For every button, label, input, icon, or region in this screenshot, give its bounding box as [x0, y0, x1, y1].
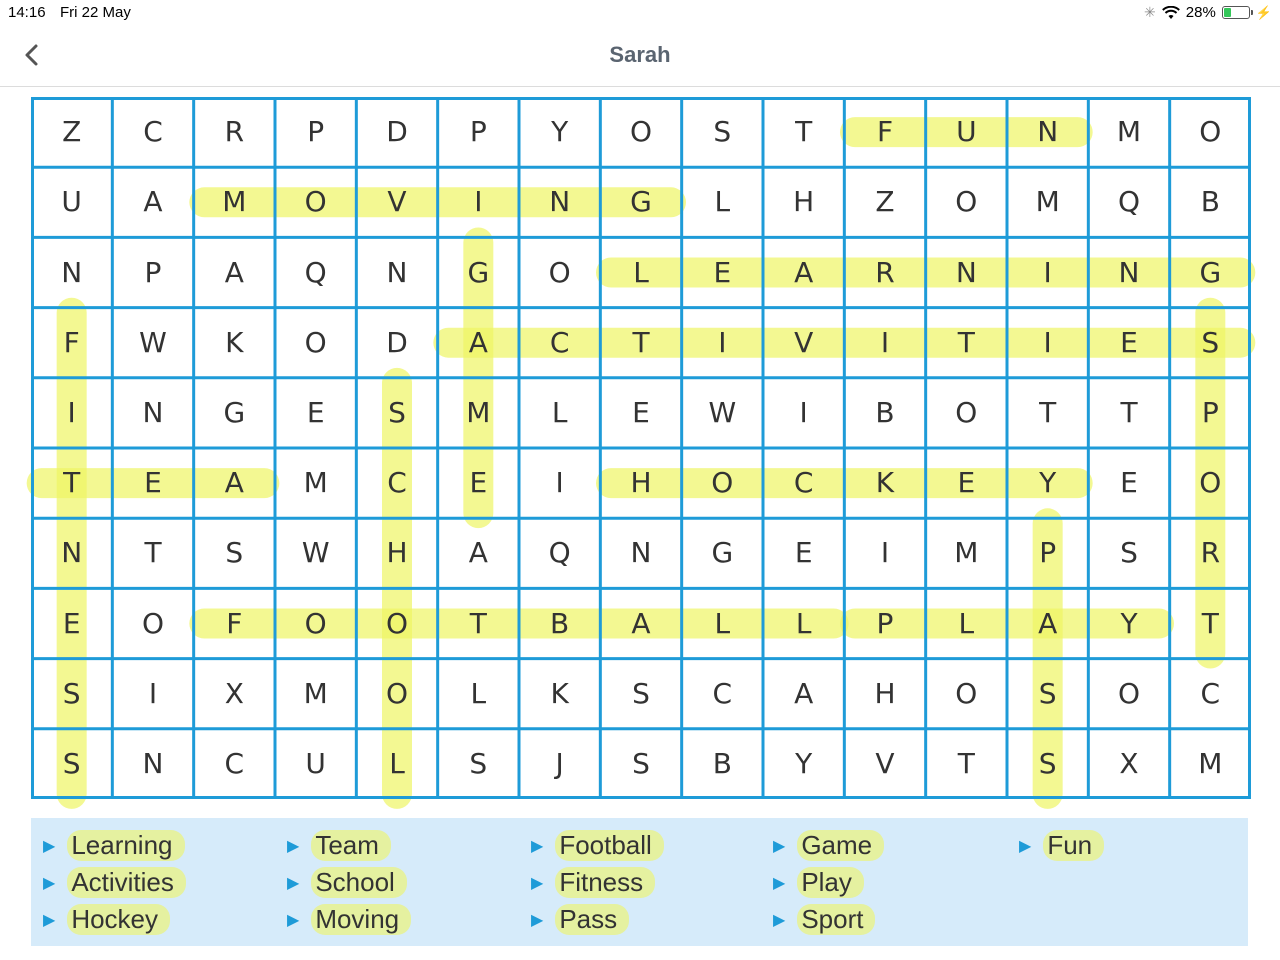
grid-cell[interactable]: U: [305, 746, 326, 780]
arrow-bullet-icon: ▶: [43, 874, 56, 892]
grid-cell[interactable]: V: [794, 325, 814, 359]
grid-cell[interactable]: D: [386, 325, 408, 359]
grid-cell[interactable]: T: [632, 325, 650, 359]
word-label: Fitness: [555, 867, 655, 898]
grid-cell[interactable]: B: [1200, 185, 1220, 219]
grid-cell[interactable]: Q: [1117, 185, 1141, 219]
battery-percent: 28%: [1185, 4, 1216, 21]
activity-icon: ✳: [1144, 4, 1156, 20]
arrow-bullet-icon: ▶: [531, 911, 544, 929]
grid-cell[interactable]: C: [387, 466, 407, 500]
grid-cell[interactable]: E: [1120, 466, 1138, 500]
grid-cell[interactable]: T: [957, 746, 975, 780]
arrow-bullet-icon: ▶: [773, 874, 786, 892]
word-label: Play: [797, 867, 864, 898]
arrow-bullet-icon: ▶: [773, 837, 786, 855]
grid-cell[interactable]: W: [139, 325, 167, 359]
word-label: Football: [555, 830, 664, 861]
word-label: Team: [311, 830, 391, 861]
word-list-item: [531, 867, 655, 898]
grid-cell[interactable]: T: [957, 325, 975, 359]
grid-cell[interactable]: P: [1201, 395, 1219, 429]
grid-cell[interactable]: F: [876, 115, 894, 149]
grid-cell[interactable]: M: [1198, 746, 1223, 780]
arrow-bullet-icon: ▶: [531, 837, 544, 855]
grid-cell[interactable]: Q: [548, 536, 571, 570]
grid-cell[interactable]: N: [61, 255, 83, 289]
grid-cell[interactable]: C: [549, 325, 570, 359]
word-label: Game: [797, 830, 884, 861]
grid-cell[interactable]: L: [551, 395, 568, 429]
grid-cell[interactable]: G: [711, 536, 734, 570]
grid-cell[interactable]: O: [304, 185, 327, 219]
grid-cell[interactable]: E: [306, 395, 325, 429]
word-list-item: [287, 830, 391, 861]
arrow-bullet-icon: ▶: [773, 911, 786, 929]
word-list-item: [287, 904, 411, 935]
grid-cell[interactable]: A: [468, 536, 488, 570]
word-list-item: [531, 904, 629, 935]
grid-cell[interactable]: C: [224, 746, 245, 780]
grid-cell[interactable]: O: [1199, 115, 1222, 149]
grid-cell[interactable]: S: [225, 536, 244, 570]
grid-cell[interactable]: Y: [551, 115, 569, 149]
arrow-bullet-icon: ▶: [43, 837, 56, 855]
grid-cell[interactable]: N: [61, 536, 83, 570]
grid-cell[interactable]: O: [955, 185, 978, 219]
grid-cell[interactable]: N: [630, 536, 652, 570]
word-list-item: [43, 867, 186, 898]
grid-cell[interactable]: E: [957, 466, 976, 500]
grid-cell[interactable]: C: [143, 115, 163, 149]
arrow-bullet-icon: ▶: [287, 911, 300, 929]
grid-cell[interactable]: M: [303, 676, 328, 710]
status-right: [1144, 4, 1272, 21]
grid-cell[interactable]: P: [307, 115, 325, 149]
grid-cell[interactable]: C: [712, 676, 733, 710]
grid-cell[interactable]: S: [469, 746, 488, 780]
grid-cell[interactable]: V: [387, 185, 407, 219]
grid-cell[interactable]: O: [385, 676, 409, 710]
grid-cell[interactable]: O: [955, 395, 978, 429]
grid-cell[interactable]: E: [632, 395, 650, 429]
grid-cell[interactable]: P: [469, 115, 487, 149]
grid-cell[interactable]: H: [874, 676, 896, 710]
grid-cell[interactable]: C: [793, 466, 814, 500]
page-title: Sarah: [609, 42, 671, 67]
word-label: School: [311, 867, 407, 898]
grid-cell[interactable]: O: [304, 325, 327, 359]
grid-cell[interactable]: O: [629, 115, 653, 149]
grid-cell[interactable]: W: [301, 536, 330, 570]
grid-cell[interactable]: T: [795, 115, 813, 149]
grid-cell[interactable]: L: [470, 676, 487, 710]
grid-cell[interactable]: S: [1120, 536, 1138, 570]
arrow-bullet-icon: ▶: [287, 874, 300, 892]
grid-cell[interactable]: N: [386, 255, 408, 289]
grid-cell[interactable]: N: [142, 395, 164, 429]
grid-cell[interactable]: C: [1200, 676, 1221, 710]
word-list-item: [43, 904, 170, 935]
grid-cell[interactable]: S: [1038, 676, 1057, 710]
word-list-item: [287, 867, 407, 898]
grid-cell[interactable]: U: [956, 115, 977, 149]
grid-cell[interactable]: L: [633, 255, 649, 289]
grid-cell[interactable]: A: [1038, 606, 1058, 640]
grid-cell[interactable]: O: [548, 255, 571, 289]
word-list-item: [531, 830, 664, 861]
grid-cell[interactable]: A: [224, 255, 244, 289]
grid-cell[interactable]: K: [550, 676, 569, 710]
grid-cell[interactable]: G: [467, 255, 490, 289]
grid-cell[interactable]: K: [875, 466, 895, 500]
grid-cell[interactable]: R: [224, 115, 245, 149]
grid-cell[interactable]: R: [875, 255, 895, 289]
arrow-bullet-icon: ▶: [531, 874, 544, 892]
grid-cell[interactable]: I: [67, 395, 76, 429]
grid-cell[interactable]: S: [62, 746, 81, 780]
grid-cell[interactable]: O: [141, 606, 165, 640]
grid-cell[interactable]: I: [880, 536, 890, 570]
grid-cell[interactable]: H: [630, 466, 652, 500]
word-label: Pass: [555, 904, 629, 935]
grid-cell[interactable]: I: [718, 325, 727, 359]
grid-cell[interactable]: O: [304, 606, 327, 640]
grid-cell[interactable]: L: [958, 606, 975, 640]
grid-cell[interactable]: R: [1200, 536, 1221, 570]
grid-cell[interactable]: U: [61, 185, 82, 219]
grid-cell[interactable]: O: [385, 606, 409, 640]
grid-cell[interactable]: Q: [304, 255, 327, 289]
grid-cell[interactable]: X: [1119, 746, 1139, 780]
grid-cell[interactable]: L: [714, 606, 731, 640]
word-label: Activities: [67, 867, 186, 898]
word-label: Hockey: [67, 904, 170, 935]
grid-cell[interactable]: T: [144, 536, 162, 570]
grid-cell[interactable]: I: [555, 466, 564, 500]
grid-cell[interactable]: V: [875, 746, 895, 780]
grid-cell[interactable]: O: [711, 466, 734, 500]
grid-cell[interactable]: S: [388, 395, 406, 429]
grid-cell[interactable]: E: [713, 255, 732, 289]
grid-cell[interactable]: B: [712, 746, 732, 780]
grid-cell[interactable]: G: [1199, 255, 1222, 289]
grid-cell[interactable]: O: [1117, 676, 1141, 710]
battery-icon: [1222, 6, 1250, 19]
grid-cell[interactable]: I: [880, 325, 890, 359]
grid-cell[interactable]: M: [954, 536, 979, 570]
grid-cell[interactable]: E: [1120, 325, 1138, 359]
grid-cell[interactable]: M: [303, 466, 328, 500]
grid-cell[interactable]: G: [223, 395, 246, 429]
grid-cell[interactable]: G: [630, 185, 652, 219]
grid-cell[interactable]: S: [1201, 325, 1220, 359]
grid-cell[interactable]: K: [225, 325, 244, 359]
grid-cell[interactable]: I: [1043, 325, 1052, 359]
grid-cell[interactable]: E: [144, 466, 162, 500]
grid-cell[interactable]: S: [1038, 746, 1057, 780]
arrow-bullet-icon: ▶: [1019, 837, 1032, 855]
grid-cell[interactable]: J: [555, 746, 564, 780]
word-list-item: [773, 830, 884, 861]
grid-cell[interactable]: T: [469, 606, 487, 640]
nav-bar: [0, 26, 1280, 87]
status-date: Fri 22 May: [60, 4, 131, 21]
grid-cell[interactable]: E: [469, 466, 488, 500]
grid-cell[interactable]: O: [1199, 466, 1222, 500]
grid-cell[interactable]: M: [222, 185, 247, 219]
grid-cell[interactable]: L: [714, 185, 731, 219]
word-list-item: [43, 830, 185, 861]
grid-cell[interactable]: S: [62, 676, 81, 710]
status-time: 14:16: [8, 4, 46, 21]
grid-cell[interactable]: S: [632, 676, 650, 710]
grid-cell[interactable]: T: [1039, 395, 1057, 429]
word-search-grid: [31, 97, 1251, 799]
grid-cell[interactable]: Z: [62, 115, 82, 149]
word-list-item: [1019, 830, 1104, 861]
grid-cell[interactable]: T: [63, 466, 81, 500]
grid-cell[interactable]: E: [62, 606, 81, 640]
grid-cell[interactable]: T: [1201, 606, 1219, 640]
grid-cell[interactable]: N: [1037, 115, 1059, 149]
grid-cell[interactable]: Y: [1039, 466, 1057, 500]
grid-cell[interactable]: Z: [875, 185, 895, 219]
charging-icon: ⚡: [1255, 4, 1272, 20]
grid-cell[interactable]: M: [466, 395, 491, 429]
grid-cell[interactable]: F: [226, 606, 243, 640]
grid-cell[interactable]: P: [1039, 536, 1057, 570]
grid-cell[interactable]: I: [148, 676, 158, 710]
grid-cell[interactable]: A: [224, 466, 244, 500]
grid-cell[interactable]: X: [224, 676, 244, 710]
grid-cell[interactable]: L: [795, 606, 812, 640]
grid-cell[interactable]: N: [955, 255, 977, 289]
status-bar: [0, 0, 1280, 26]
grid-cell[interactable]: H: [386, 536, 408, 570]
word-label: Fun: [1043, 830, 1104, 861]
grid-cell[interactable]: I: [474, 185, 483, 219]
grid-cell[interactable]: E: [794, 536, 813, 570]
grid-cell[interactable]: A: [794, 255, 814, 289]
grid-cell[interactable]: B: [550, 606, 570, 640]
word-list-item: [773, 867, 864, 898]
grid-cell[interactable]: Y: [795, 746, 813, 780]
word-label: Moving: [311, 904, 411, 935]
word-list-item: [773, 904, 875, 935]
grid-cell[interactable]: N: [549, 185, 571, 219]
grid-cell[interactable]: Y: [1120, 606, 1138, 640]
grid-cell[interactable]: M: [1035, 185, 1060, 219]
grid-cell[interactable]: O: [955, 676, 978, 710]
grid-cell[interactable]: D: [386, 115, 408, 149]
grid-cell[interactable]: I: [1043, 255, 1052, 289]
grid-cell[interactable]: A: [631, 606, 651, 640]
grid-cell[interactable]: I: [799, 395, 808, 429]
grid-cell[interactable]: S: [713, 115, 732, 149]
grid-cell[interactable]: H: [793, 185, 815, 219]
grid-cell[interactable]: B: [875, 395, 895, 429]
grid-cell[interactable]: A: [468, 325, 488, 359]
arrow-bullet-icon: ▶: [287, 837, 300, 855]
word-label: Learning: [67, 830, 184, 861]
grid-cell[interactable]: A: [794, 676, 814, 710]
grid-cell[interactable]: M: [1116, 115, 1142, 149]
grid-cell[interactable]: N: [142, 746, 164, 780]
word-label: Sport: [797, 904, 875, 935]
grid-cell[interactable]: L: [389, 746, 405, 780]
arrow-bullet-icon: ▶: [43, 911, 56, 929]
grid-cell[interactable]: F: [63, 325, 80, 359]
word-list: [31, 818, 1248, 946]
grid-cell[interactable]: P: [144, 255, 162, 289]
grid-cell[interactable]: W: [708, 395, 737, 429]
grid-cell[interactable]: S: [632, 746, 650, 780]
wifi-icon: [1162, 6, 1180, 20]
grid-cell[interactable]: T: [1120, 395, 1138, 429]
grid-cell[interactable]: A: [143, 185, 163, 219]
grid-cell[interactable]: P: [876, 606, 894, 640]
grid-cell[interactable]: N: [1118, 255, 1140, 289]
